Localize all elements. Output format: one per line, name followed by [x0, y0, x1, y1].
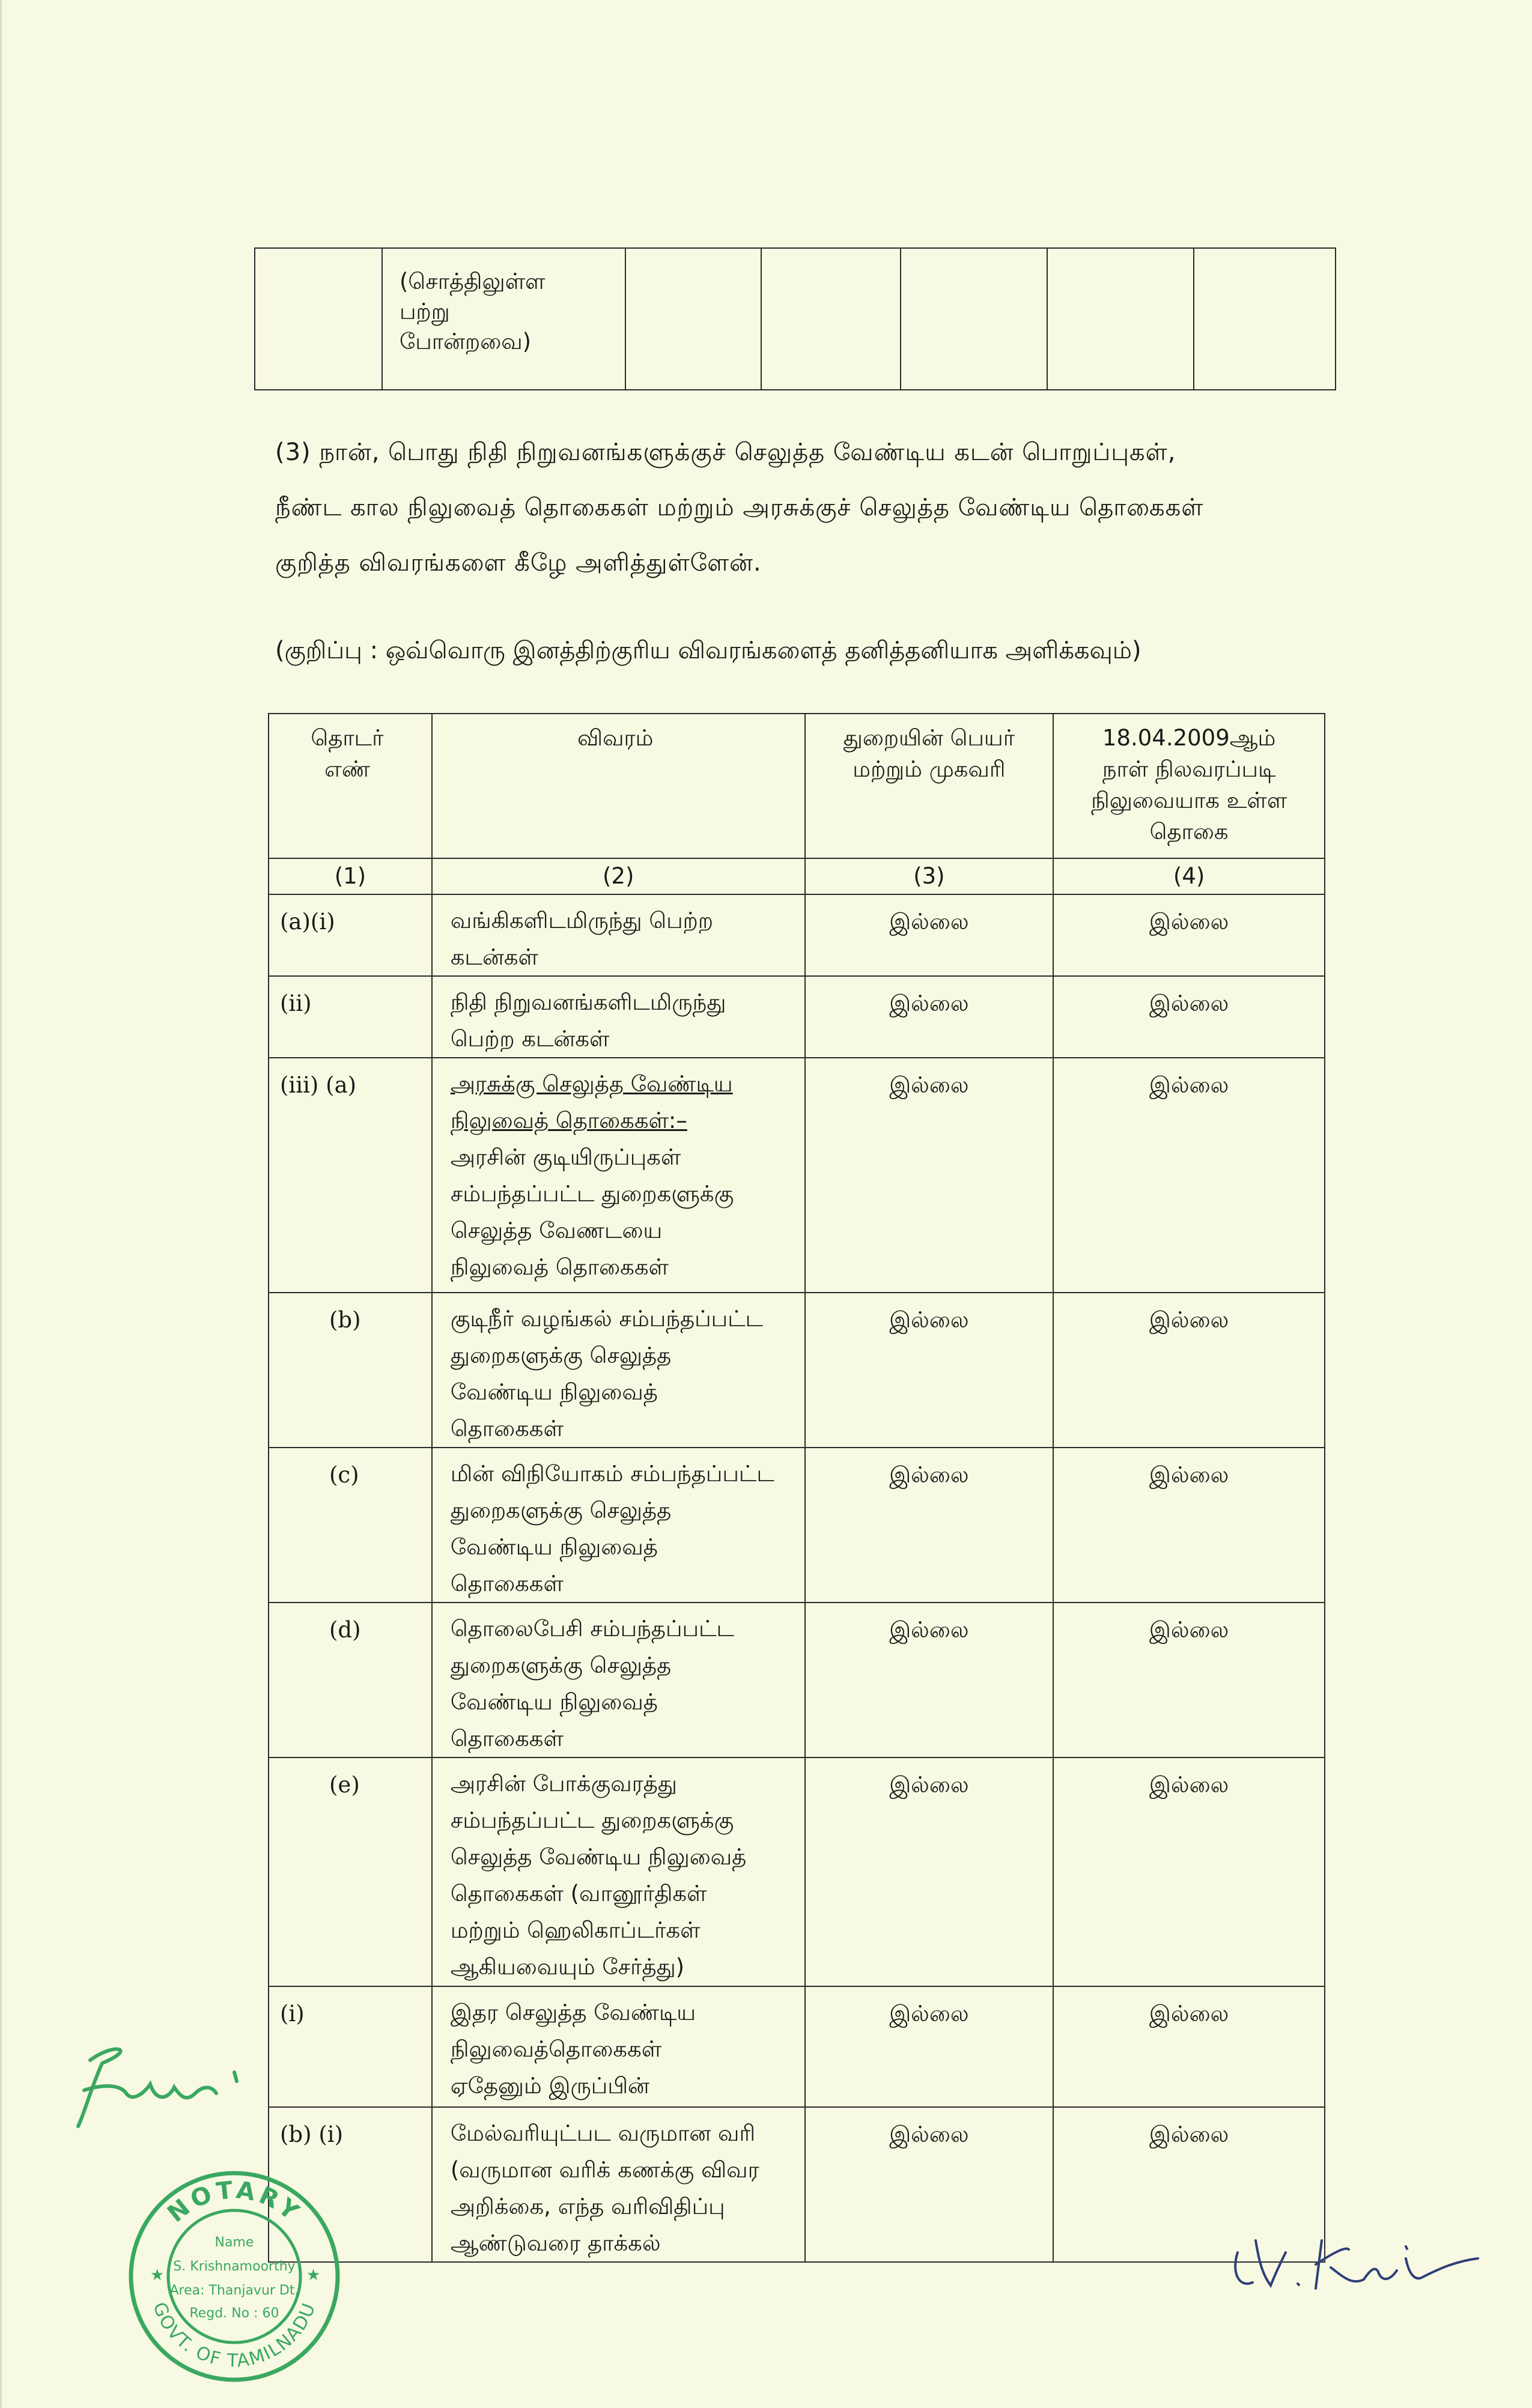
table-row	[269, 976, 1325, 1058]
initials-mark	[66, 2036, 264, 2138]
row-department: இல்லை	[805, 894, 1054, 976]
row-serial: (ii)	[269, 976, 432, 1058]
row-amount: இல்லை	[1053, 976, 1325, 1058]
header-description: விவரம்	[432, 714, 805, 858]
table-row	[269, 1603, 1325, 1757]
table-header-row	[269, 714, 1325, 858]
svg-text:Regd. No : 60: Regd. No : 60	[189, 2306, 279, 2321]
row-department: இல்லை	[805, 1986, 1054, 2107]
stamp-bottom-text: GOVT. OF TAMILNADU	[148, 2299, 320, 2372]
row-serial: (b)	[269, 1293, 432, 1448]
table-row	[269, 1058, 1325, 1293]
row-description: இதர செலுத்த வேண்டிய நிலுவைத்தொகைகள் ஏதேனும் இருப்பின்	[432, 1986, 805, 2107]
svg-text:Area: Thanjavur Dt.: Area: Thanjavur Dt.	[169, 2283, 299, 2298]
row-department: இல்லை	[805, 976, 1054, 1058]
notary-stamp	[120, 2162, 348, 2391]
table-row	[269, 1986, 1325, 2107]
header-department: துறையின் பெயர் மற்றும் முகவரி	[805, 714, 1054, 858]
row-description: அரசுக்கு செலுத்த வேண்டிய நிலுவைத் தொகைகள்:– அரசின் குடியிருப்புகள் சம்பந்தப்பட்ட துறைகளுக்கு செலுத்த வேணடயை நிலுவைத் தொகைகள்	[432, 1058, 805, 1293]
row-amount: இல்லை	[1053, 1986, 1325, 2107]
row-description: மேல்வரியுட்பட வருமான வரி (வருமான வரிக் கணக்கு விவர அறிக்கை, எந்த வரிவிதிப்பு ஆண்டுவரை தாக்கல்	[432, 2107, 805, 2262]
row-serial: (c)	[269, 1448, 432, 1603]
stamp-top-text: NOTARY	[162, 2176, 307, 2228]
declaration-line-3: குறித்த விவரங்களை கீழே அளித்துள்ளேன்.	[275, 549, 762, 577]
header-serial: தொடர் எண்	[269, 714, 432, 858]
row-department: இல்லை	[805, 1448, 1054, 1603]
note-text: (குறிப்பு : ஒவ்வொரு இனத்திற்குரிய விவரங்களைத் தனித்தனியாக அளிக்கவும்)	[275, 637, 1141, 664]
row-serial: (i)	[269, 1986, 432, 2107]
row-amount: இல்லை	[1053, 894, 1325, 976]
row-department: இல்லை	[805, 1603, 1054, 1757]
row-serial: (b) (i)	[269, 2107, 432, 2262]
row-amount: இல்லை	[1053, 1448, 1325, 1603]
row-serial: (iii) (a)	[269, 1058, 432, 1293]
table-row	[269, 1448, 1325, 1603]
row-serial: (e)	[269, 1757, 432, 1986]
row-department: இல்லை	[805, 2107, 1054, 2262]
row-amount: இல்லை	[1053, 1293, 1325, 1448]
liabilities-table	[268, 713, 1325, 2263]
row-description: வங்கிகளிடமிருந்து பெற்ற கடன்கள்	[432, 894, 805, 976]
svg-text:★: ★	[306, 2266, 321, 2284]
row-serial: (a)(i)	[269, 894, 432, 976]
column-number-row: (1) (2) (3) (4)	[269, 858, 1325, 894]
table-row	[269, 2107, 1325, 2262]
table-body	[269, 894, 1325, 2262]
signature	[1226, 2216, 1496, 2300]
table-row	[269, 894, 1325, 976]
row-description: மின் விநியோகம் சம்பந்தப்பட்ட துறைகளுக்கு செலுத்த வேண்டிய நிலுவைத் தொகைகள்	[432, 1448, 805, 1603]
row-description: அரசின் போக்குவரத்து சம்பந்தப்பட்ட துறைகளுக்கு செலுத்த வேண்டிய நிலுவைத் தொகைகள் (வானூர்திகள் மற்றும் ஹெலிகாப்டர்கள் ஆகியவையும் சேர்த்து)	[432, 1757, 805, 1986]
row-amount: இல்லை	[1053, 1757, 1325, 1986]
table-row	[269, 1293, 1325, 1448]
declaration-line-1: (3) நான், பொது நிதி நிறுவனங்களுக்குச் செலுத்த வேண்டிய கடன் பொறுப்புகள்,	[275, 438, 1176, 466]
property-lien-cell: (சொத்திலுள்ள பற்று போன்றவை)	[382, 248, 625, 390]
row-description: தொலைபேசி சம்பந்தப்பட்ட துறைகளுக்கு செலுத்த வேண்டிய நிலுவைத் தொகைகள்	[432, 1603, 805, 1757]
row-description: குடிநீர் வழங்கல் சம்பந்தப்பட்ட துறைகளுக்கு செலுத்த வேண்டிய நிலுவைத் தொகைகள்	[432, 1293, 805, 1448]
declaration-line-2: நீண்ட கால நிலுவைத் தொகைகள் மற்றும் அரசுக்குச் செலுத்த வேண்டிய தொகைகள்	[275, 494, 1204, 521]
row-amount: இல்லை	[1053, 1058, 1325, 1293]
row-amount: இல்லை	[1053, 1603, 1325, 1757]
row-amount: இல்லை	[1053, 2107, 1325, 2262]
row-department: இல்லை	[805, 1757, 1054, 1986]
header-amount: 18.04.2009ஆம் நாள் நிலவரப்படி நிலுவையாக உள்ள தொகை	[1053, 714, 1325, 858]
row-description: நிதி நிறுவனங்களிடமிருந்து பெற்ற கடன்கள்	[432, 976, 805, 1058]
svg-text:S. Krishnamoorthy: S. Krishnamoorthy	[173, 2259, 296, 2274]
svg-text:★: ★	[150, 2266, 165, 2284]
table-row	[255, 248, 1336, 390]
row-department: இல்லை	[805, 1293, 1054, 1448]
continued-table-fragment	[254, 247, 1336, 390]
row-serial: (d)	[269, 1603, 432, 1757]
svg-text:Name: Name	[214, 2235, 254, 2250]
row-department: இல்லை	[805, 1058, 1054, 1293]
table-row	[269, 1757, 1325, 1986]
